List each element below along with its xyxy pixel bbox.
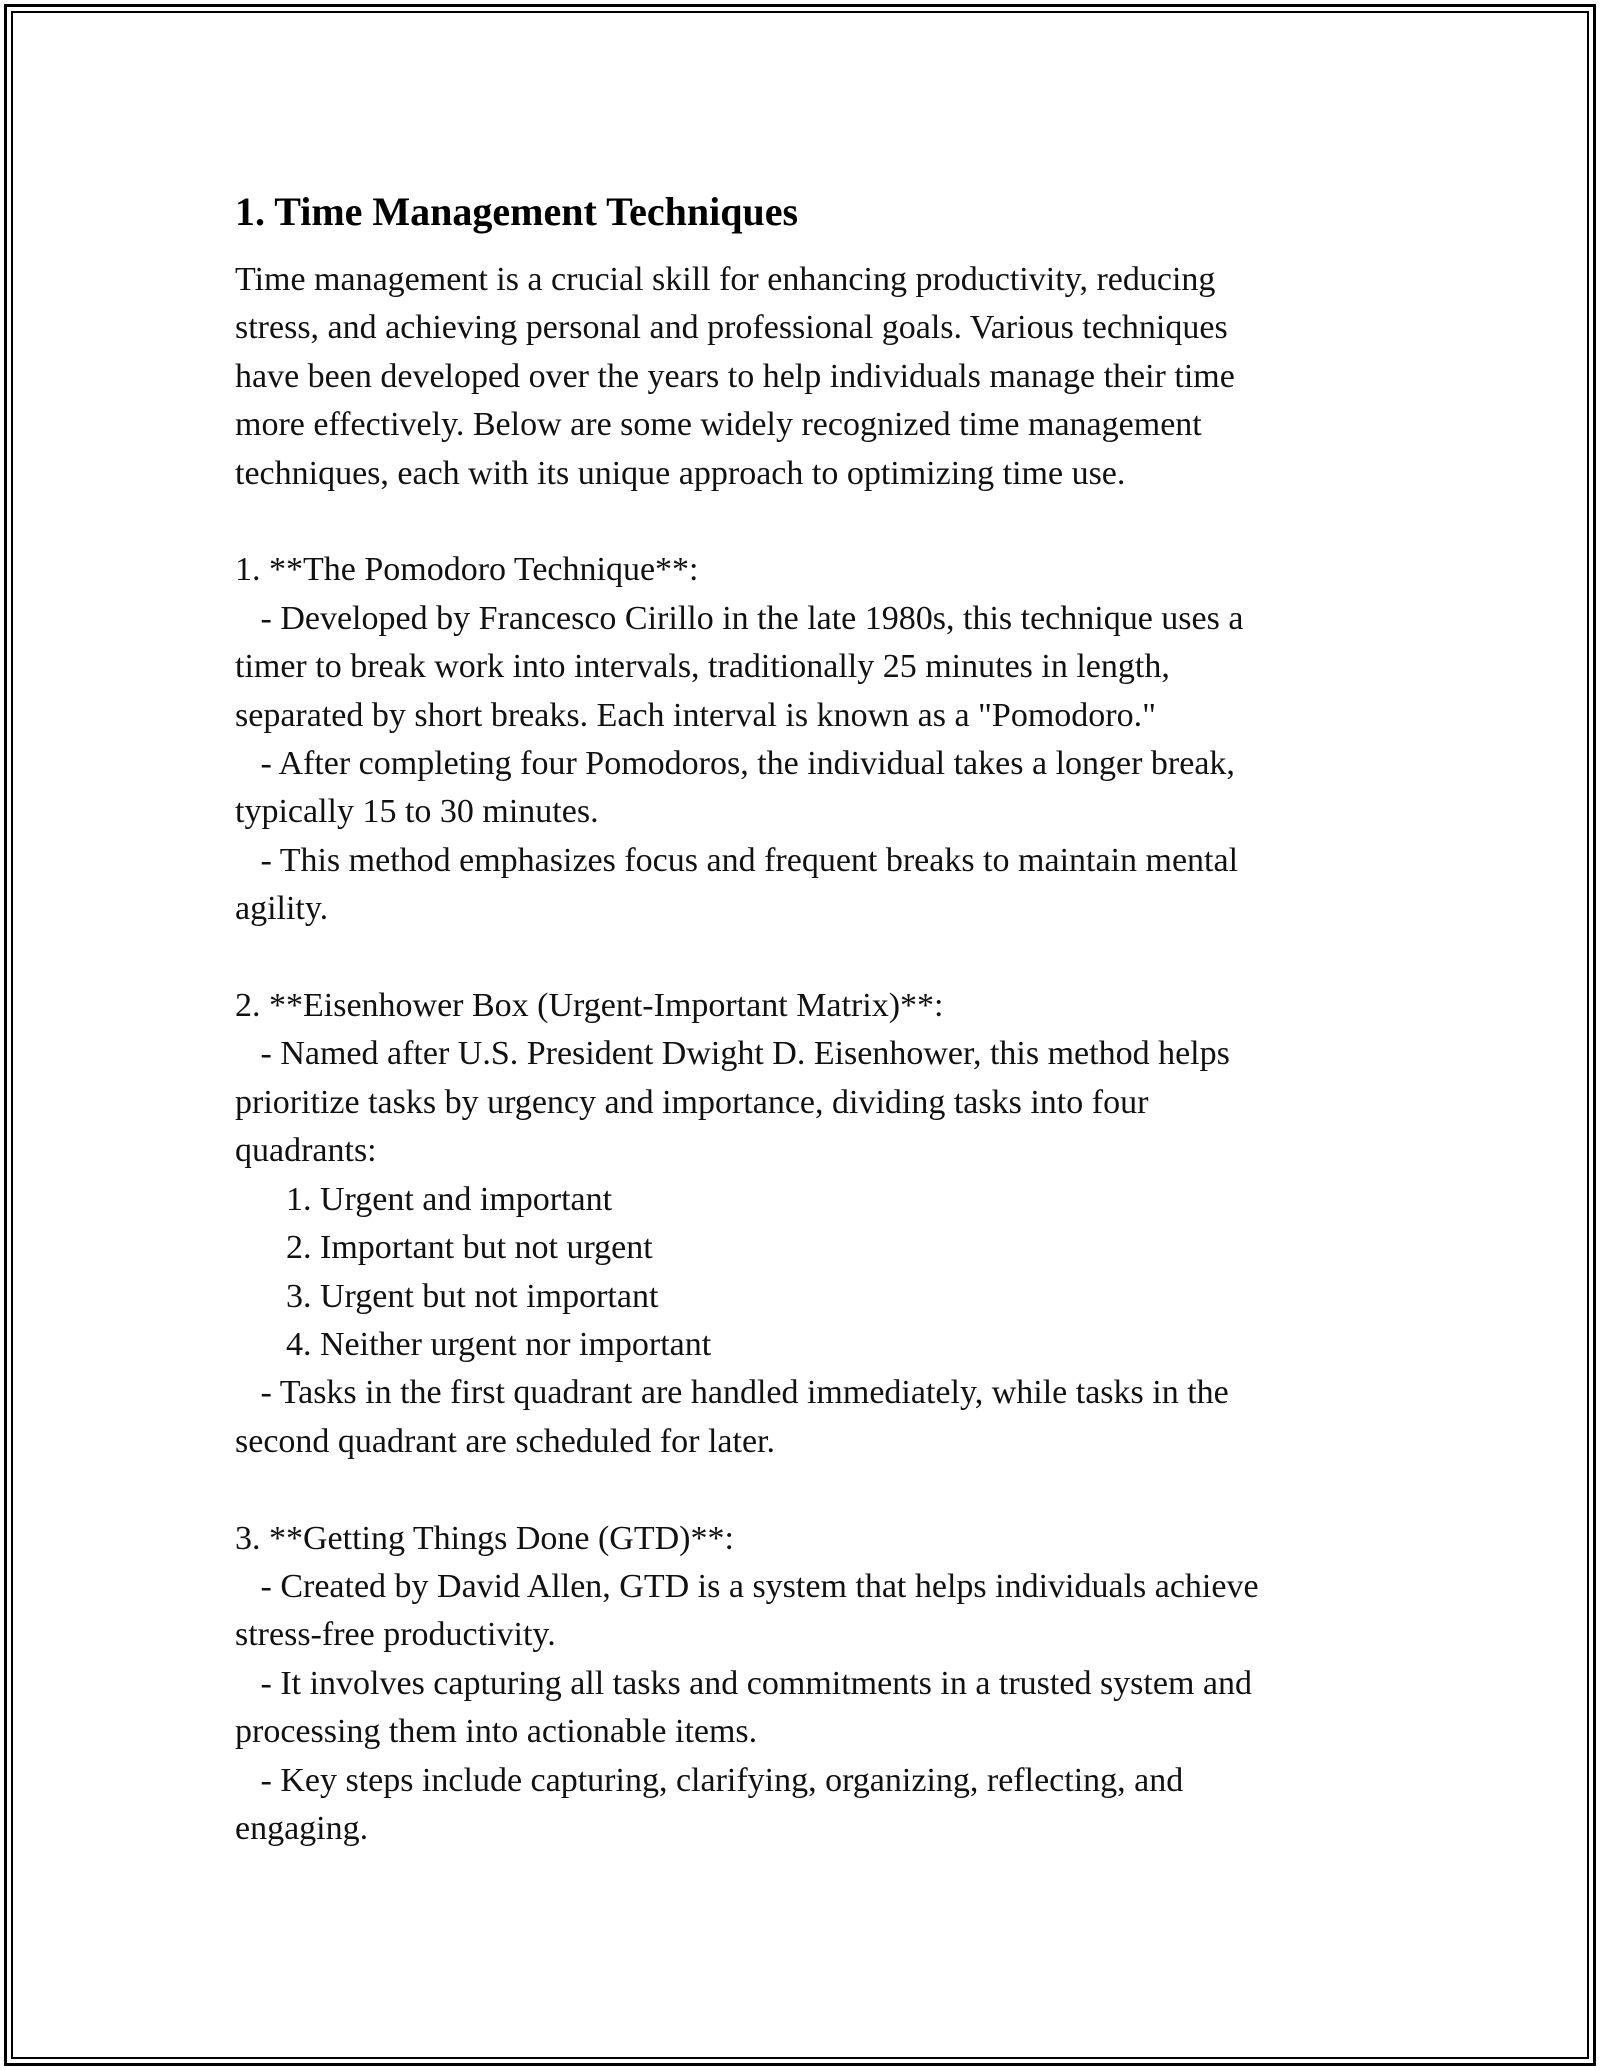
technique-heading: 2. **Eisenhower Box (Urgent-Important Matrix)**: <box>235 987 944 1025</box>
technique-bullet: - Key steps include capturing, clarifying, organizing, reflecting, and engaging. <box>235 1761 1184 1847</box>
quadrant-item: 4. Neither urgent nor important <box>235 1325 712 1363</box>
quadrant-item: 3. Urgent but not important <box>235 1277 659 1315</box>
technique-gtd <box>235 1515 1365 1854</box>
spacer <box>235 1466 1365 1514</box>
technique-bullet: - Named after U.S. President Dwight D. Eisenhower, this method helps prioritize tasks by urgency and importance, dividing tasks into four quadrants: <box>235 1035 1230 1170</box>
technique-bullet: - This method emphasizes focus and frequent breaks to maintain mental agility. <box>235 841 1239 928</box>
technique-eisenhower <box>235 982 1365 1466</box>
technique-heading: 1. **The Pomodoro Technique**: <box>235 551 699 589</box>
page-title: 1. Time Management Techniques <box>235 189 799 234</box>
document-body <box>235 186 1365 1853</box>
technique-heading: 3. **Getting Things Done (GTD)**: <box>235 1519 734 1557</box>
technique-bullet: - Created by David Allen, GTD is a system that helps individuals achieve stress-free productivity. <box>235 1567 1259 1654</box>
technique-bullet: - It involves capturing all tasks and commitments in a trusted system and processing them into actionable items. <box>235 1664 1252 1751</box>
technique-bullet: - Tasks in the first quadrant are handled immediately, while tasks in the second quadrant are scheduled for later. <box>235 1374 1229 1460</box>
technique-bullet: - Developed by Francesco Cirillo in the late 1980s, this technique uses a timer to break work into intervals, traditionally 25 minutes in length, separated by short breaks. Each interval is known as a "Pomodoro." <box>235 599 1244 734</box>
quadrant-item: 1. Urgent and important <box>235 1180 613 1218</box>
spacer <box>235 498 1365 546</box>
quadrant-item: 2. Important but not urgent <box>235 1229 653 1267</box>
technique-bullet: - After completing four Pomodoros, the individual takes a longer break, typically 15 to 30 minutes. <box>235 745 1235 831</box>
intro-paragraph: Time management is a crucial skill for enhancing productivity, reducing stress, and achieving personal and professional goals. Various techniques have been developed over the years to help individuals manage their time more effectively. Below are some widely recognized time management techniques, each with its unique approach to optimizing time use. <box>235 261 1235 492</box>
spacer <box>235 934 1365 982</box>
technique-pomodoro <box>235 546 1365 933</box>
